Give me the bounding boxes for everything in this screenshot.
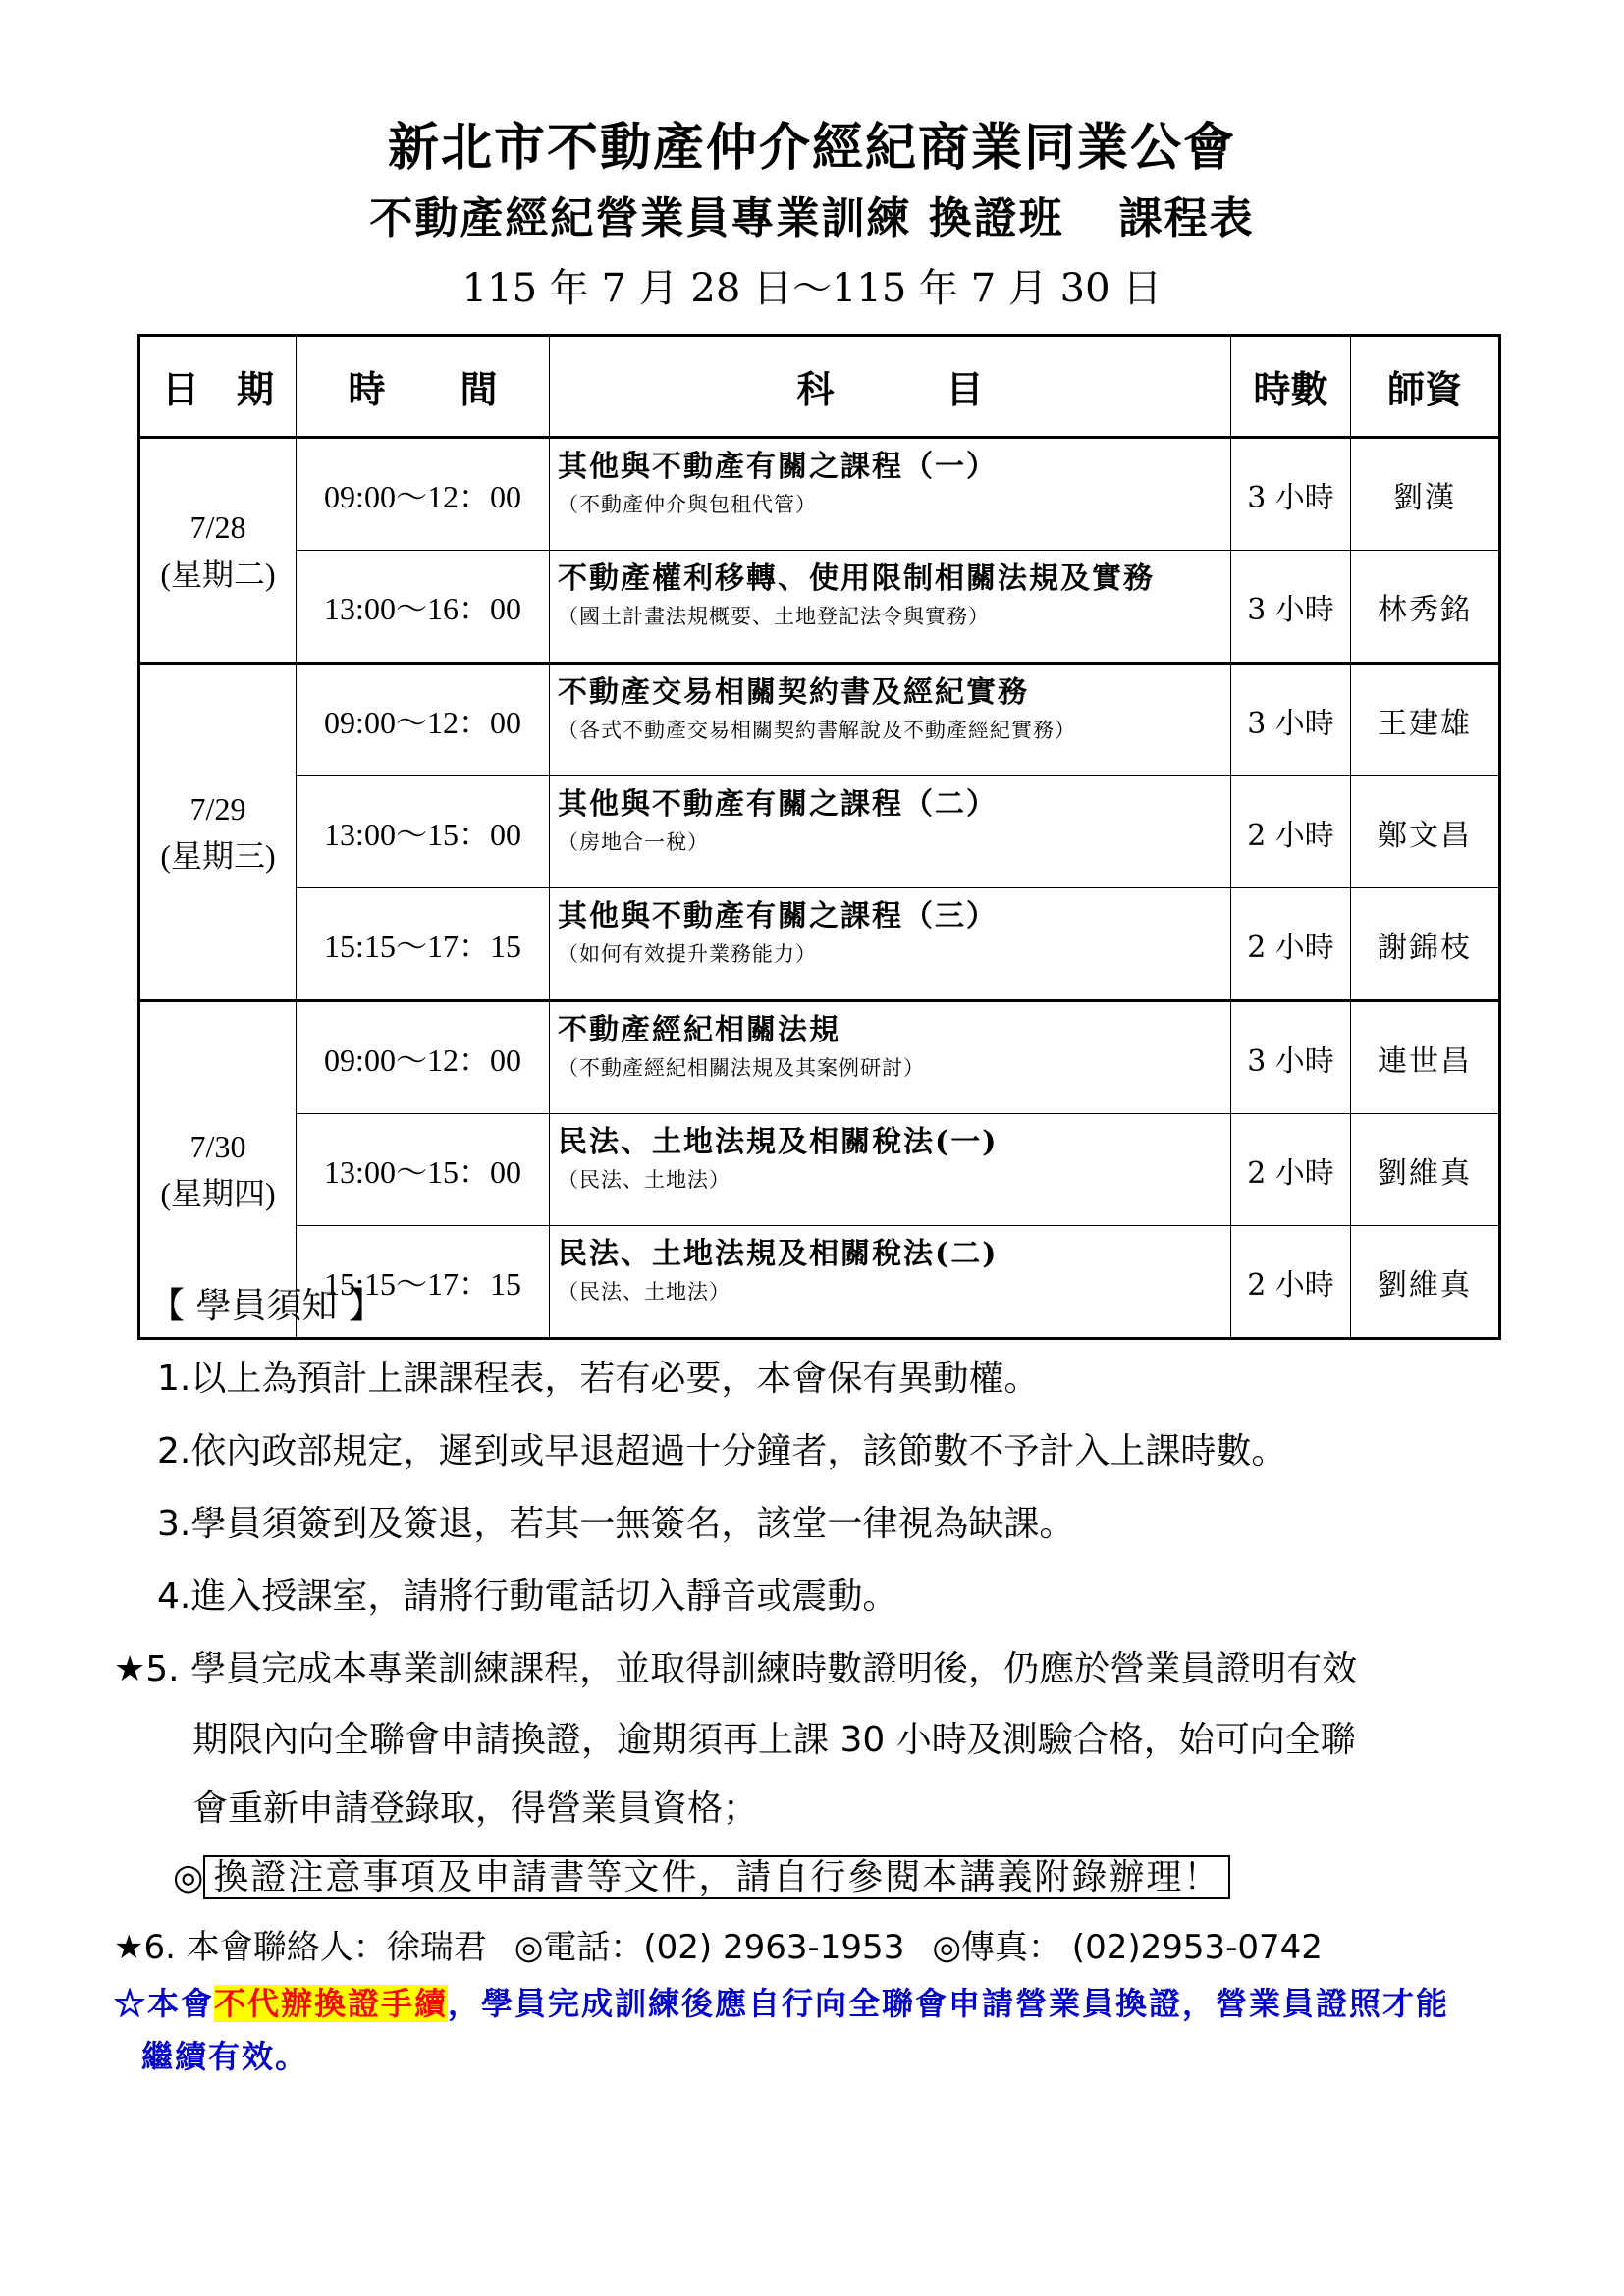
table-row <box>139 1114 1500 1226</box>
time-cell: 09:00～12：00 <box>297 438 550 551</box>
appendix-box: 換證注意事項及申請書等文件，請自行參閱本講義附錄辦理！ <box>203 1855 1230 1899</box>
subject-cell <box>550 438 1231 551</box>
hours-cell: 3 小時 <box>1231 551 1351 664</box>
notice-item-1: 1.以上為預計上課課程表，若有必要，本會保有異動權。 <box>157 1359 1040 1399</box>
table-row <box>139 1001 1500 1114</box>
hours-cell: 2 小時 <box>1231 888 1351 1001</box>
time-cell: 09:00～12：00 <box>297 1001 550 1114</box>
subject-cell <box>550 888 1231 1001</box>
circle-mark: ◎ <box>173 1857 204 1897</box>
contact-person: ★6. 本會聯絡人：徐瑞君 <box>114 1928 487 1967</box>
subject-cell <box>550 1226 1231 1339</box>
teacher-cell: 劉漢 <box>1351 438 1500 551</box>
notice-item-5-line-1: ★5. 學員完成本專業訓練課程，並取得訓練時數證明後，仍應於營業員證明有效 <box>114 1649 1358 1689</box>
time-cell: 13:00～16：00 <box>297 551 550 664</box>
teacher-cell: 謝錦枝 <box>1351 888 1500 1001</box>
teacher-cell: 王建雄 <box>1351 664 1500 776</box>
table-row <box>139 888 1500 1001</box>
teacher-cell: 劉維真 <box>1351 1114 1500 1226</box>
subject-cell <box>550 776 1231 888</box>
header-hours: 時數 <box>1231 336 1351 438</box>
date-value: 7/30 <box>189 1128 246 1164</box>
day-group-2 <box>139 664 1500 1001</box>
final-notice <box>114 1977 1547 2083</box>
subject-detail: （各式不動產交易相關契約書解說及不動產經紀實務） <box>558 719 1076 742</box>
schedule-table <box>137 334 1501 1340</box>
header-time: 時 間 <box>297 336 550 438</box>
hours-cell: 3 小時 <box>1231 664 1351 776</box>
header-teacher: 師資 <box>1351 336 1500 438</box>
subject-cell <box>550 664 1231 776</box>
subject-title: 民法、土地法規及相關稅法(二) <box>558 1237 999 1271</box>
subject-cell <box>550 1114 1231 1226</box>
time-cell: 15:15～17：15 <box>297 888 550 1001</box>
table-row <box>139 776 1500 888</box>
final-prefix: ☆本會 <box>114 1985 215 2022</box>
subject-detail: （民法、土地法） <box>558 1280 731 1304</box>
subject-title: 不動產權利移轉、使用限制相關法規及實務 <box>558 561 1155 596</box>
final-line-2: 繼續有效。 <box>141 2038 309 2075</box>
table-row <box>139 664 1500 776</box>
subject-title: 不動產經紀相關法規 <box>558 1013 840 1047</box>
appendix-notice <box>173 1849 1230 1899</box>
subject-detail: （不動產仲介與包租代管） <box>558 493 817 516</box>
teacher-cell: 連世昌 <box>1351 1001 1500 1114</box>
notice-item-2: 2.依內政部規定，遲到或早退超過十分鐘者，該節數不予計入上課時數。 <box>157 1431 1287 1471</box>
weekday-value: (星期三) <box>160 837 276 874</box>
date-cell <box>139 664 297 1001</box>
subject-detail: （國土計畫法規概要、土地登記法令與實務） <box>558 605 990 628</box>
hours-cell: 3 小時 <box>1231 438 1351 551</box>
notice-heading: 【 學員須知 】 <box>149 1286 384 1326</box>
time-cell: 13:00～15：00 <box>297 1114 550 1226</box>
table-header-row <box>139 336 1500 438</box>
hours-cell: 2 小時 <box>1231 1226 1351 1339</box>
course-type: 課程表 <box>1118 193 1255 243</box>
course-name: 不動產經紀營業員專業訓練 換證班 <box>369 193 1064 243</box>
subject-title: 其他與不動產有關之課程（二） <box>558 787 998 822</box>
table-row <box>139 438 1500 551</box>
teacher-cell: 劉維真 <box>1351 1226 1500 1339</box>
time-cell: 15:15～17：15 <box>297 1226 550 1339</box>
contact-phone: ◎電話：(02) 2963-1953 <box>514 1928 905 1967</box>
hours-cell: 2 小時 <box>1231 1114 1351 1226</box>
subject-detail: （不動產經紀相關法規及其案例研討） <box>558 1056 925 1080</box>
header-subject: 科 目 <box>550 336 1231 438</box>
subject-title: 不動產交易相關契約書及經紀實務 <box>558 675 1029 710</box>
subject-detail: （民法、土地法） <box>558 1168 731 1192</box>
contact-line <box>114 1920 1323 1968</box>
date-value: 7/29 <box>189 790 246 827</box>
day-group-1 <box>139 438 1500 664</box>
subject-detail: （如何有效提升業務能力） <box>558 942 817 966</box>
final-rest: ，學員完成訓練後應自行向全聯會申請營業員換證，營業員證照才能 <box>448 1985 1450 2022</box>
notice-item-3: 3.學員須簽到及簽退，若其一無簽名，該堂一律視為缺課。 <box>157 1504 1075 1544</box>
time-cell: 13:00～15：00 <box>297 776 550 888</box>
final-highlight: 不代辦換證手續 <box>214 1985 449 2022</box>
subject-title: 其他與不動產有關之課程（一） <box>558 450 998 484</box>
subject-title: 民法、土地法規及相關稅法(一) <box>558 1125 999 1159</box>
notice-item-5-line-3: 會重新申請登錄取，得營業員資格； <box>192 1789 759 1829</box>
hours-cell: 2 小時 <box>1231 776 1351 888</box>
time-cell: 09:00～12：00 <box>297 664 550 776</box>
subject-cell <box>550 551 1231 664</box>
weekday-value: (星期二) <box>160 556 276 592</box>
contact-fax: ◎傳真： (02)2953-0742 <box>932 1928 1323 1967</box>
course-title <box>0 183 1624 245</box>
teacher-cell: 林秀銘 <box>1351 551 1500 664</box>
date-cell <box>139 438 297 664</box>
date-value: 7/28 <box>189 508 246 545</box>
weekday-value: (星期四) <box>160 1175 276 1211</box>
subject-cell <box>550 1001 1231 1114</box>
subject-title: 其他與不動產有關之課程（三） <box>558 899 998 934</box>
notice-item-5-line-2: 期限內向全聯會申請換證，逾期須再上課 30 小時及測驗合格，始可向全聯 <box>192 1720 1356 1760</box>
notice-item-4: 4.進入授課室，請將行動電話切入靜音或震動。 <box>157 1576 898 1617</box>
subject-detail: （房地合一稅） <box>558 830 709 854</box>
org-title: 新北市不動產仲介經紀商業同業公會 <box>387 118 1236 178</box>
hours-cell: 3 小時 <box>1231 1001 1351 1114</box>
teacher-cell: 鄭文昌 <box>1351 776 1500 888</box>
date-range: 115 年 7 月 28 日～115 年 7 月 30 日 <box>461 266 1163 311</box>
header-date: 日 期 <box>139 336 297 438</box>
table-row <box>139 551 1500 664</box>
